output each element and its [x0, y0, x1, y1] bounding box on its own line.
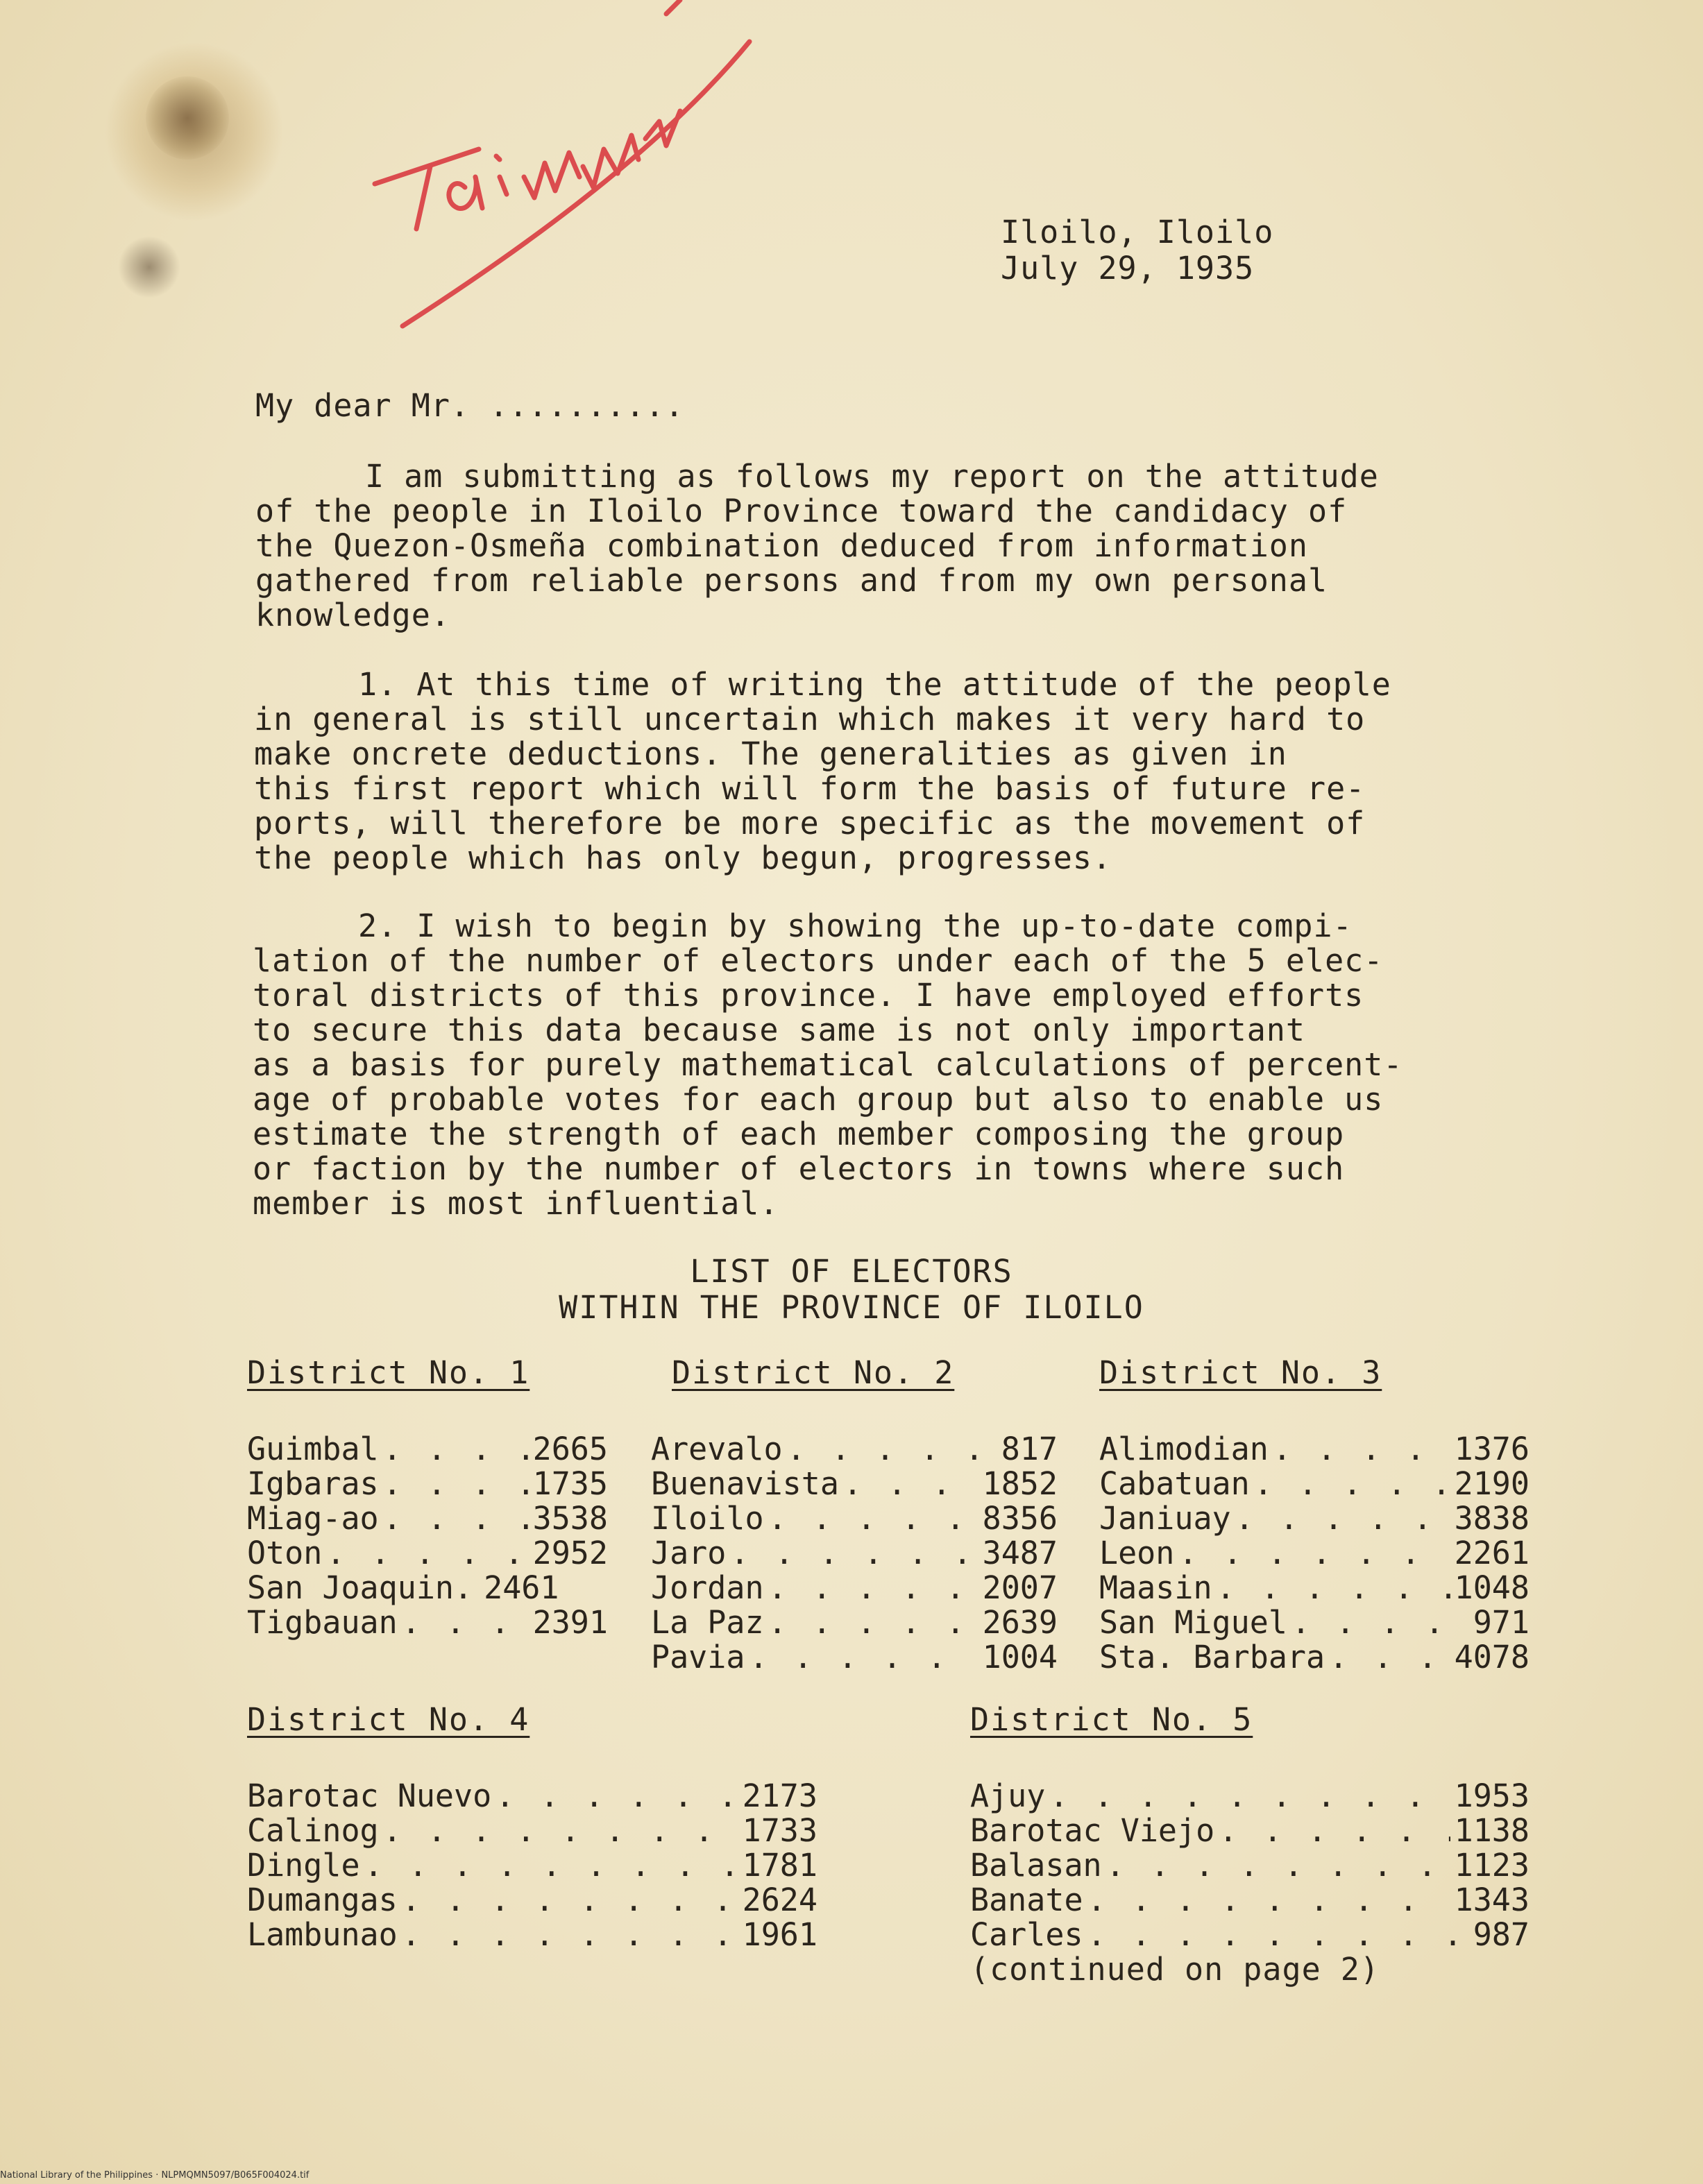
list-item — [651, 1467, 1058, 1501]
list-item — [651, 1501, 1058, 1536]
town-name: Balasan — [970, 1847, 1102, 1884]
town-name: San Joaquin. — [247, 1569, 473, 1606]
district-4-heading: District No. 4 — [247, 1701, 530, 1738]
elector-count: 2461 — [484, 1569, 559, 1606]
leader-dots — [1235, 1501, 1450, 1536]
list-item — [1099, 1467, 1530, 1501]
district-2-heading: District No. 2 — [672, 1354, 955, 1391]
list-item — [651, 1432, 1058, 1467]
archive-footer: National Library of the Philippines · NLPMQMN5097/B065F004024.tif — [0, 2170, 310, 2181]
list-item — [247, 1536, 608, 1571]
elector-count: 2173 — [742, 1777, 817, 1814]
list-subtitle: WITHIN THE PROVINCE OF ILOILO — [559, 1289, 1144, 1326]
town-name: Calinog — [247, 1812, 379, 1849]
list-item — [1099, 1605, 1530, 1640]
paper-stain — [146, 76, 229, 160]
town-name: Alimodian — [1099, 1431, 1269, 1467]
list-item — [651, 1571, 1058, 1605]
elector-count: 2391 — [532, 1604, 608, 1641]
paragraph-line: 2. I wish to begin by showing the up-to-date compi- — [358, 907, 1353, 944]
elector-count: 3538 — [532, 1500, 608, 1537]
town-name: Iloilo — [651, 1500, 764, 1537]
list-item — [247, 1467, 608, 1501]
list-item — [1099, 1536, 1530, 1571]
paragraph-line: age of probable votes for each group but also to enable us — [253, 1081, 1384, 1118]
town-name: Sta. Barbara — [1099, 1639, 1325, 1675]
town-name: La Paz — [651, 1604, 764, 1641]
leader-dots — [402, 1605, 529, 1640]
district-1-heading: District No. 1 — [247, 1354, 530, 1391]
leader-dots — [383, 1467, 529, 1501]
elector-count: 2624 — [742, 1882, 817, 1918]
town-name: Barotac Nuevo — [247, 1777, 492, 1814]
elector-count: 1733 — [742, 1812, 817, 1849]
town-name: Barotac Viejo — [970, 1812, 1215, 1849]
leader-dots — [768, 1605, 978, 1640]
list-item — [970, 1814, 1530, 1848]
continued-note: (continued on page 2) — [970, 1951, 1380, 1988]
paragraph-line: knowledge. — [255, 597, 450, 633]
elector-count: 2007 — [982, 1569, 1058, 1606]
town-name: Pavia — [651, 1639, 745, 1675]
leader-dots — [843, 1467, 978, 1501]
town-name: Oton — [247, 1535, 323, 1571]
town-name: Leon — [1099, 1535, 1175, 1571]
list-item — [1099, 1432, 1530, 1467]
list-item — [1099, 1501, 1530, 1536]
elector-count: 2952 — [532, 1535, 608, 1571]
leader-dots — [730, 1536, 978, 1571]
leader-dots — [326, 1536, 528, 1571]
elector-count: 2665 — [532, 1431, 608, 1467]
paragraph-line: in general is still uncertain which makes it very hard to — [254, 701, 1366, 737]
list-item — [247, 1501, 608, 1536]
elector-count: 817 — [1001, 1431, 1058, 1467]
leader-dots — [495, 1779, 738, 1814]
leader-dots — [402, 1918, 738, 1952]
paragraph-line: ports, will therefore be more specific as the movement of — [254, 805, 1366, 842]
leader-dots — [768, 1571, 978, 1605]
town-name: Tigbauan — [247, 1604, 398, 1641]
town-name: Guimbal — [247, 1431, 379, 1467]
leader-dots — [383, 1501, 529, 1536]
list-item — [970, 1848, 1530, 1883]
town-name: Banate — [970, 1882, 1083, 1918]
leader-dots — [1219, 1814, 1450, 1848]
elector-count: 987 — [1473, 1916, 1530, 1953]
elector-count: 1953 — [1454, 1777, 1530, 1814]
elector-count: 3487 — [982, 1535, 1058, 1571]
town-name: Maasin — [1099, 1569, 1212, 1606]
paragraph-line: of the people in Iloilo Province toward the candidacy of — [255, 493, 1348, 529]
town-name: Lambunao — [247, 1916, 398, 1953]
paragraph-line: or faction by the number of electors in towns where such — [253, 1150, 1345, 1187]
elector-count: 1781 — [742, 1847, 817, 1884]
list-item — [1099, 1640, 1530, 1675]
leader-dots — [364, 1848, 738, 1883]
elector-count: 3838 — [1454, 1500, 1530, 1537]
elector-count: 971 — [1473, 1604, 1530, 1641]
leader-dots — [749, 1640, 978, 1675]
list-item — [247, 1814, 817, 1848]
leader-dots — [383, 1432, 529, 1467]
elector-count: 1004 — [982, 1639, 1058, 1675]
list-item — [247, 1918, 817, 1952]
list-item — [970, 1883, 1530, 1918]
list-item — [970, 1918, 1530, 1952]
leader-dots — [1049, 1779, 1450, 1814]
paragraph-line: lation of the number of electors under each of the 5 elec- — [253, 942, 1384, 979]
town-name: Arevalo — [651, 1431, 783, 1467]
leader-dots — [787, 1432, 997, 1467]
elector-count: 2639 — [982, 1604, 1058, 1641]
paragraph-line: member is most influential. — [253, 1185, 779, 1222]
leader-dots — [383, 1814, 738, 1848]
elector-count: 2190 — [1454, 1465, 1530, 1502]
list-item — [651, 1536, 1058, 1571]
leader-dots — [1106, 1848, 1450, 1883]
elector-count: 1138 — [1454, 1812, 1530, 1849]
paragraph-line: estimate the strength of each member composing the group — [253, 1116, 1345, 1152]
list-title: LIST OF ELECTORS — [690, 1253, 1013, 1290]
list-item — [247, 1848, 817, 1883]
list-item — [247, 1571, 608, 1605]
paragraph-line: to secure this data because same is not only important — [253, 1012, 1305, 1048]
paragraph-line: make oncrete deductions. The generalities as given in — [254, 735, 1287, 772]
town-name: Igbaras — [247, 1465, 379, 1502]
list-item — [651, 1640, 1058, 1675]
place-line: Iloilo, Iloilo — [1001, 214, 1274, 250]
town-name: Dingle — [247, 1847, 360, 1884]
elector-count: 1852 — [982, 1465, 1058, 1502]
paragraph-line: I am submitting as follows my report on the attitude — [365, 458, 1379, 495]
town-name: San Miguel — [1099, 1604, 1287, 1641]
paragraph-line: this first report which will form the basis of future re- — [254, 770, 1366, 807]
date-line: July 29, 1935 — [1001, 250, 1255, 287]
leader-dots — [1217, 1571, 1450, 1605]
paragraph-line: 1. At this time of writing the attitude of the people — [358, 666, 1391, 703]
list-item — [651, 1605, 1058, 1640]
town-name: Dumangas — [247, 1882, 398, 1918]
leader-dots — [1254, 1467, 1450, 1501]
red-pencil-scribble — [361, 0, 791, 347]
list-item — [970, 1779, 1530, 1814]
elector-count: 1123 — [1454, 1847, 1530, 1884]
district-3-heading: District No. 3 — [1099, 1354, 1382, 1391]
elector-count: 1048 — [1454, 1569, 1530, 1606]
town-name: Ajuy — [970, 1777, 1046, 1814]
leader-dots — [1329, 1640, 1450, 1675]
elector-count: 1735 — [532, 1465, 608, 1502]
paragraph-line: as a basis for purely mathematical calculations of percent- — [253, 1046, 1403, 1083]
paragraph-line: toral districts of this province. I have employed efforts — [253, 977, 1364, 1014]
list-item — [247, 1883, 817, 1918]
elector-count: 1376 — [1454, 1431, 1530, 1467]
town-name: Buenavista — [651, 1465, 839, 1502]
leader-dots — [1087, 1918, 1469, 1952]
town-name: Jordan — [651, 1569, 764, 1606]
list-item — [247, 1605, 608, 1640]
town-name: Carles — [970, 1916, 1083, 1953]
town-name: Miag-ao — [247, 1500, 379, 1537]
district-5-heading: District No. 5 — [970, 1701, 1253, 1738]
paragraph-line: the Quezon-Osmeña combination deduced from information — [255, 527, 1308, 564]
paragraph-line: the people which has only begun, progresses. — [254, 839, 1112, 876]
paragraph-line: gathered from reliable persons and from my own personal — [255, 562, 1328, 599]
elector-count: 4078 — [1454, 1639, 1530, 1675]
leader-dots — [768, 1501, 978, 1536]
leader-dots — [1087, 1883, 1450, 1918]
leader-dots — [1273, 1432, 1450, 1467]
salutation: My dear Mr. .......... — [255, 387, 685, 424]
leader-dots — [1291, 1605, 1469, 1640]
leader-dots — [402, 1883, 738, 1918]
list-item — [247, 1432, 608, 1467]
town-name: Janiuay — [1099, 1500, 1231, 1537]
handwritten-red-annotation — [361, 0, 791, 347]
town-name: Jaro — [651, 1535, 727, 1571]
leader-dots — [1178, 1536, 1450, 1571]
list-item — [247, 1779, 817, 1814]
elector-count: 1961 — [742, 1916, 817, 1953]
list-item — [1099, 1571, 1530, 1605]
town-name: Cabatuan — [1099, 1465, 1250, 1502]
paper-stain — [118, 236, 180, 298]
elector-count: 2261 — [1454, 1535, 1530, 1571]
elector-count: 1343 — [1454, 1882, 1530, 1918]
elector-count: 8356 — [982, 1500, 1058, 1537]
